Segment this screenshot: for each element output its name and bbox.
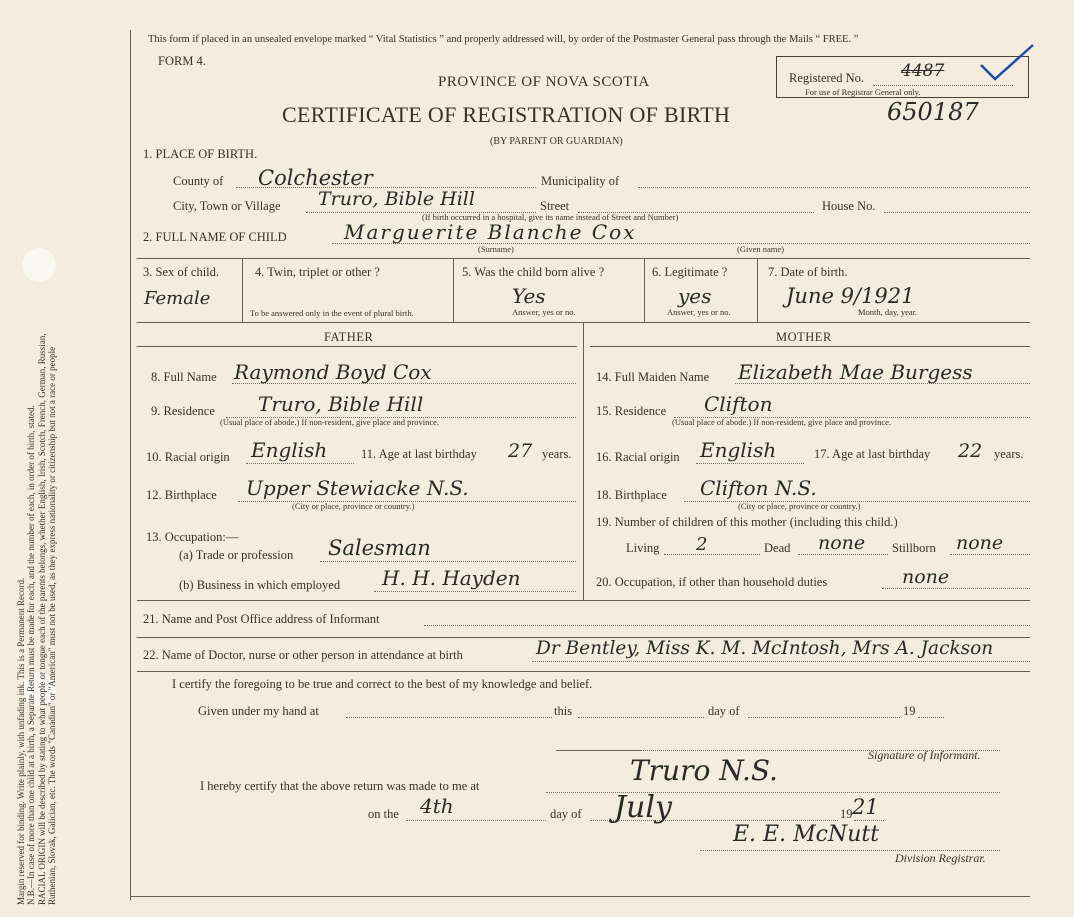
registrar-only-note: For use of Registrar General only. — [805, 87, 921, 97]
mother-still-line — [950, 554, 1030, 555]
row3-div3 — [644, 258, 645, 322]
mother-age-label: 17. Age at last birthday — [814, 447, 931, 461]
surname-note: (Surname) — [478, 244, 514, 254]
attendant-value: Dr Bentley, Miss K. M. McIntosh, Mrs A. Jackson — [536, 638, 994, 659]
father-racial-label: 10. Racial origin — [146, 450, 230, 464]
twin-note: To be answered only in the event of plural birth. — [250, 308, 414, 318]
registrar-signature-label: Division Registrar. — [895, 851, 986, 865]
handwritten-number: 650187 — [887, 98, 979, 126]
registrar-month-value: July — [614, 790, 672, 825]
day-label: day of — [708, 704, 740, 718]
county-label: County of — [173, 174, 224, 188]
father-heading-rule — [137, 346, 577, 347]
margin-line-1: Margin reserved for binding. Write plainly, with unfading ink. This is a Permanent Record. — [16, 577, 26, 905]
legit-label: 6. Legitimate ? — [652, 265, 728, 279]
mother-racial-label: 16. Racial origin — [596, 450, 680, 464]
father-bus-label: (b) Business in which employed — [179, 578, 341, 592]
row3-div2 — [453, 258, 454, 322]
registered-value: 4487 — [901, 61, 945, 81]
mother-dead-line — [798, 554, 888, 555]
check-mark-icon — [977, 43, 1037, 89]
father-racial-value: English — [251, 438, 328, 462]
street-label: Street — [540, 199, 570, 213]
father-age-value: 27 — [508, 440, 533, 462]
mother-name-value: Elizabeth Mae Burgess — [738, 360, 973, 384]
mother-children-label: 19. Number of children of this mother (including this child.) — [596, 515, 898, 529]
attendant-label: 22. Name of Doctor, nurse or other person in attendance at birth — [143, 648, 463, 662]
mother-name-label: 14. Full Maiden Name — [596, 370, 710, 384]
alive-value: Yes — [512, 284, 546, 308]
province-title: PROVINCE OF NOVA SCOTIA — [438, 74, 650, 90]
registrar-place-value: Truro N.S. — [630, 754, 778, 787]
dob-value: June 9/1921 — [786, 284, 915, 308]
day-line — [748, 717, 900, 718]
father-bp-label: 12. Birthplace — [146, 488, 217, 502]
given-line — [346, 717, 552, 718]
father-res-value: Truro, Bible Hill — [258, 392, 424, 416]
dob-note: Month, day, year. — [858, 307, 918, 317]
father-age-unit: years. — [542, 447, 572, 461]
registered-label: Registered No. — [789, 71, 864, 85]
municipality-line — [638, 187, 1030, 188]
father-trade-value: Salesman — [328, 536, 431, 560]
on-the-label: on the — [368, 807, 399, 821]
father-bp-note: (City or place, province or country.) — [292, 501, 415, 511]
given-note: (Given name) — [737, 244, 784, 254]
father-name-label: 8. Full Name — [151, 370, 217, 384]
mother-occ-value: none — [902, 566, 950, 588]
registrar-year-line — [854, 820, 884, 821]
father-occ-label: 13. Occupation:— — [146, 530, 239, 544]
this-label: this — [554, 704, 573, 718]
mother-still-value: none — [956, 532, 1004, 554]
mother-racial-line — [696, 463, 804, 464]
mother-res-value: Clifton — [704, 392, 773, 416]
informant-signature-line — [556, 750, 640, 751]
legit-note: Answer, yes or no. — [667, 307, 731, 317]
mother-bp-note: (City or place, province or country.) — [738, 501, 861, 511]
row3-top — [137, 258, 1030, 259]
mother-res-label: 15. Residence — [596, 404, 667, 418]
on-the-line — [406, 820, 546, 821]
county-value: Colchester — [258, 166, 373, 190]
father-name-value: Raymond Boyd Cox — [234, 360, 432, 384]
margin-instructions — [16, 25, 58, 905]
mother-occ-label: 20. Occupation, if other than household duties — [596, 575, 828, 589]
mother-age-value: 22 — [958, 440, 983, 462]
place-label: 1. PLACE OF BIRTH. — [143, 147, 258, 161]
parents-divider — [583, 322, 584, 600]
dob-label: 7. Date of birth. — [768, 265, 848, 279]
alive-note: Answer, yes or no. — [512, 307, 576, 317]
registrar-signature: E. E. McNutt — [733, 822, 880, 847]
certificate-subtitle: (BY PARENT OR GUARDIAN) — [490, 136, 623, 147]
mother-occ-line — [882, 588, 1030, 589]
mother-res-note: (Usual place of abode.) If non-resident, give place and province. — [672, 417, 892, 427]
alive-label: 5. Was the child born alive ? — [462, 265, 605, 279]
father-age-label: 11. Age at last birthday — [361, 447, 477, 461]
father-heading: FATHER — [324, 330, 374, 344]
registrar-day-value: 4th — [420, 794, 454, 818]
form-number: FORM 4. — [158, 54, 206, 68]
attendant-line — [532, 661, 1030, 662]
certify-text: I certify the foregoing to be true and correct to the best of my knowledge and belief. — [172, 677, 593, 691]
sex-value: Female — [144, 288, 211, 309]
mother-bp-value: Clifton N.S. — [700, 476, 817, 500]
mother-still-label: Stillborn — [892, 541, 936, 555]
row3-div1 — [242, 258, 243, 322]
house-label: House No. — [822, 199, 876, 213]
informant-signature-label: Signature of Informant. — [868, 748, 981, 762]
margin-line-4: Ruthenian, Slovak, Galician, etc. The words "Canadian" or "American" must not be used, as they express nationality or citizenship but not a race or people — [47, 346, 58, 905]
mother-dead-label: Dead — [764, 541, 791, 555]
mother-heading-rule — [590, 346, 1030, 347]
attendant-rule — [137, 671, 1030, 672]
this-line — [578, 717, 704, 718]
municipality-label: Municipality of — [541, 174, 620, 188]
mother-heading: MOTHER — [776, 330, 832, 344]
row3-div4 — [757, 258, 758, 322]
margin-line-2: N.B.—In case of more than one child at a birth, a Separate Return must be made for each, and the number of each, in order of birth, stated. — [26, 405, 37, 905]
informant-line — [424, 625, 1030, 626]
mother-living-line — [664, 554, 760, 555]
father-racial-line — [246, 463, 354, 464]
father-bp-value: Upper Stewiacke N.S. — [246, 476, 469, 500]
father-trade-label: (a) Trade or profession — [179, 548, 294, 562]
street-note: (If birth occurred in a hospital, give its name instead of Street and Number) — [422, 212, 679, 222]
year-line — [918, 717, 944, 718]
legit-value: yes — [678, 284, 712, 308]
registered-box — [776, 56, 1029, 98]
mother-dead-value: none — [818, 532, 866, 554]
father-bus-line — [374, 591, 576, 592]
mother-bp-label: 18. Birthplace — [596, 488, 667, 502]
year-label: 19 — [903, 704, 916, 718]
twin-label: 4. Twin, triplet or other ? — [255, 265, 380, 279]
mother-living-value: 2 — [696, 534, 708, 555]
father-bus-value: H. H. Hayden — [382, 566, 521, 590]
frame-bottom — [130, 896, 1030, 897]
sex-label: 3. Sex of child. — [143, 265, 220, 279]
given-label: Given under my hand at — [198, 704, 319, 718]
city-value: Truro, Bible Hill — [318, 188, 475, 210]
certificate-title: CERTIFICATE OF REGISTRATION OF BIRTH — [282, 102, 731, 127]
registrar-year-prefix: 19 — [840, 807, 853, 821]
father-res-label: 9. Residence — [151, 404, 215, 418]
registrar-text: I hereby certify that the above return was made to me at — [200, 779, 480, 793]
postal-notice: This form if placed in an unsealed envelope marked “ Vital Statistics ” and properly addressed will, by order of the Postmaster General pass through the Mails “ FREE. ” — [148, 34, 859, 45]
child-label: 2. FULL NAME OF CHILD — [143, 230, 287, 244]
father-res-note: (Usual place of abode.) If non-resident, give place and province. — [220, 417, 440, 427]
child-value: Marguerite Blanche Cox — [344, 220, 637, 244]
frame-left — [130, 30, 131, 900]
margin-line-3: RACIAL ORIGIN will be described by stating to what people or tongue each of the parents belongs, whether English, Irish, Scotch, French, German, Russian, — [36, 333, 47, 905]
day-of-label: day of — [550, 807, 582, 821]
registrar-year-value: 21 — [852, 795, 879, 819]
father-trade-line — [320, 561, 576, 562]
city-label: City, Town or Village — [173, 199, 281, 213]
parents-bottom — [137, 600, 1030, 601]
house-line — [884, 212, 1030, 213]
mother-age-unit: years. — [994, 447, 1024, 461]
informant-label: 21. Name and Post Office address of Informant — [143, 612, 380, 626]
mother-racial-value: English — [700, 438, 777, 462]
mother-living-label: Living — [626, 541, 660, 555]
